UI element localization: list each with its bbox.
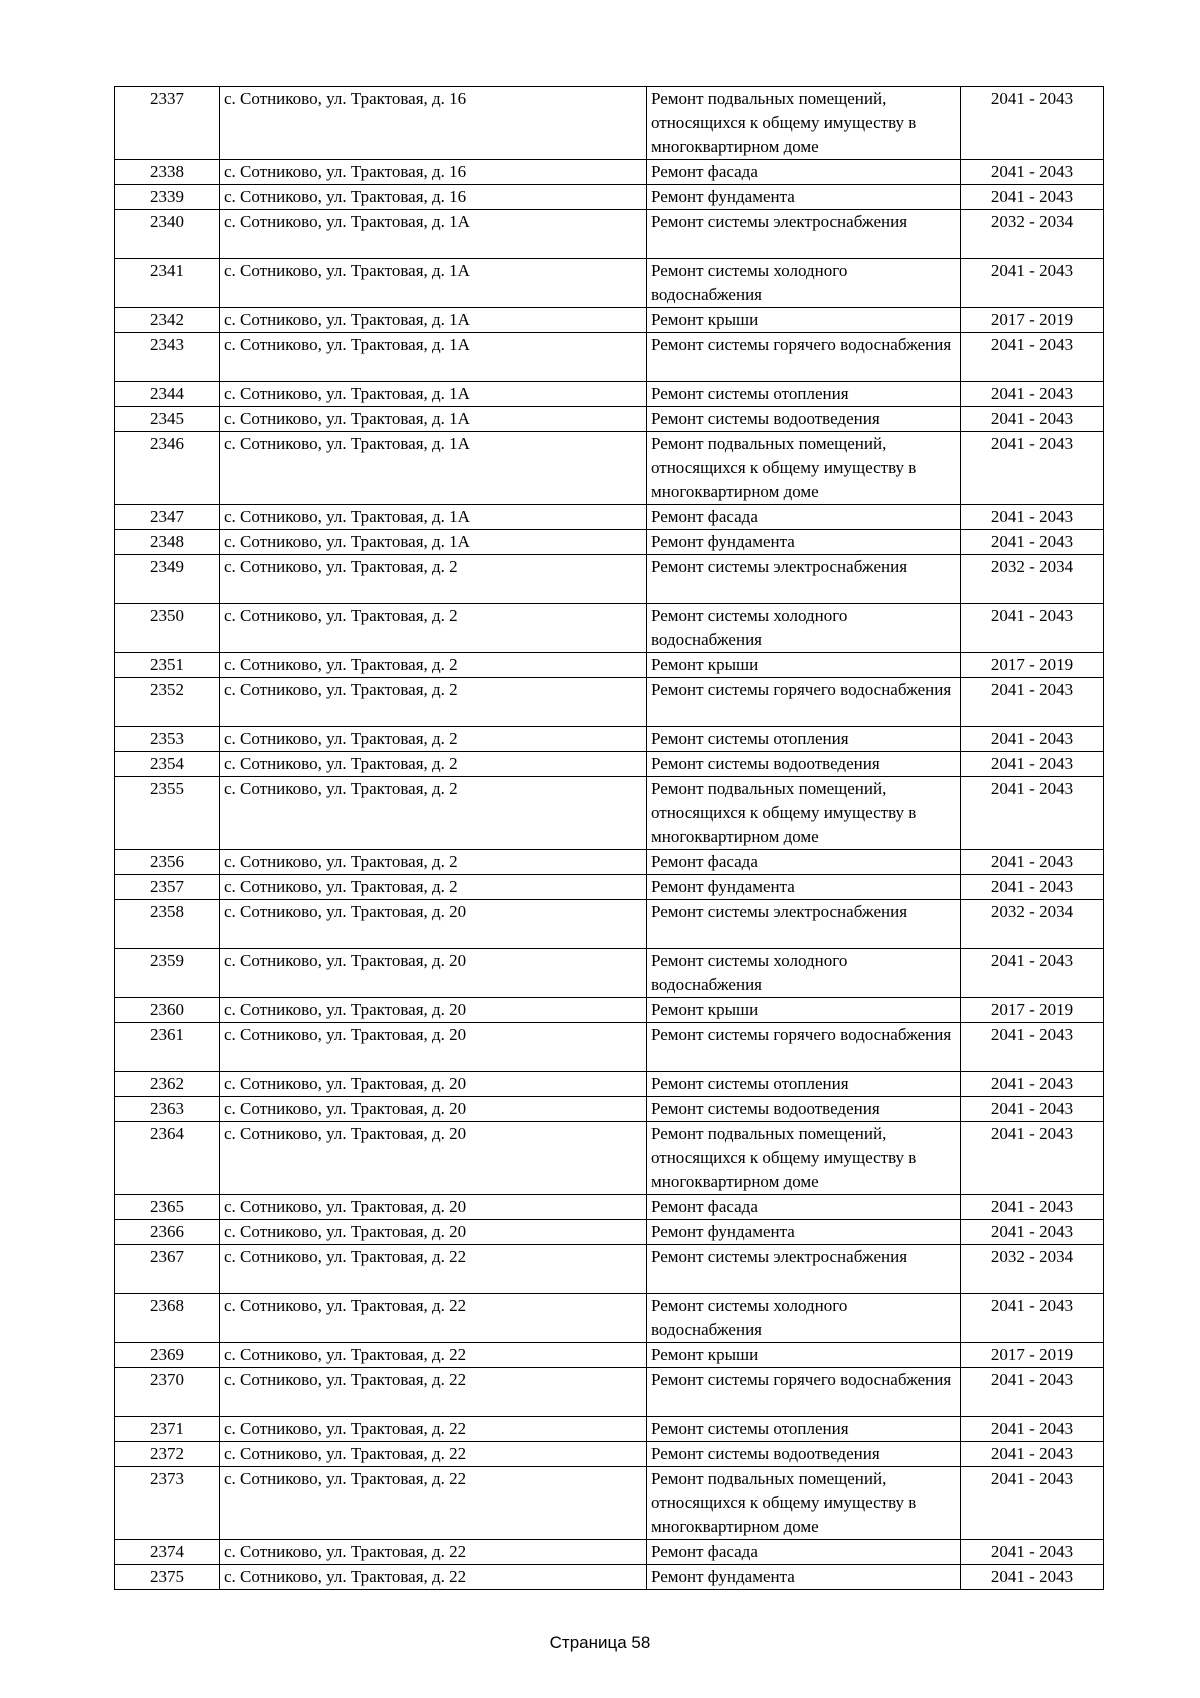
address-cell: с. Сотниково, ул. Трактовая, д. 2 [220,875,647,900]
period-cell: 2041 - 2043 [961,87,1104,160]
address-cell: с. Сотниково, ул. Трактовая, д. 1А [220,210,647,259]
table-row [115,1467,1104,1540]
address-cell: с. Сотниково, ул. Трактовая, д. 20 [220,1023,647,1072]
table-row [115,1220,1104,1245]
work-type-cell: Ремонт подвальных помещений, относящихся к общему имуществу в многоквартирном доме [647,777,961,850]
table-row [115,875,1104,900]
table-row [115,1195,1104,1220]
period-cell: 2041 - 2043 [961,678,1104,727]
work-type-cell: Ремонт системы электроснабжения [647,555,961,604]
table-row [115,1565,1104,1590]
period-cell: 2041 - 2043 [961,1467,1104,1540]
work-type-cell: Ремонт системы электроснабжения [647,1245,961,1294]
period-cell: 2041 - 2043 [961,382,1104,407]
period-cell: 2017 - 2019 [961,653,1104,678]
work-type-cell: Ремонт фасада [647,1540,961,1565]
work-type-cell: Ремонт системы горячего водоснабжения [647,678,961,727]
row-number-cell: 2356 [115,850,220,875]
address-cell: с. Сотниково, ул. Трактовая, д. 1А [220,333,647,382]
row-number-cell: 2368 [115,1294,220,1343]
row-number-cell: 2350 [115,604,220,653]
row-number-cell: 2351 [115,653,220,678]
table-row [115,1122,1104,1195]
row-number-cell: 2348 [115,530,220,555]
table-row [115,1442,1104,1467]
table-row [115,900,1104,949]
period-cell: 2041 - 2043 [961,160,1104,185]
work-type-cell: Ремонт подвальных помещений, относящихся к общему имуществу в многоквартирном доме [647,432,961,505]
work-type-cell: Ремонт системы холодного водоснабжения [647,604,961,653]
work-type-cell: Ремонт системы водоотведения [647,407,961,432]
row-number-cell: 2358 [115,900,220,949]
address-cell: с. Сотниково, ул. Трактовая, д. 22 [220,1467,647,1540]
row-number-cell: 2352 [115,678,220,727]
address-cell: с. Сотниково, ул. Трактовая, д. 22 [220,1343,647,1368]
address-cell: с. Сотниково, ул. Трактовая, д. 22 [220,1540,647,1565]
table-row [115,259,1104,308]
table-row [115,185,1104,210]
period-cell: 2041 - 2043 [961,1417,1104,1442]
period-cell: 2041 - 2043 [961,1097,1104,1122]
period-cell: 2032 - 2034 [961,210,1104,259]
row-number-cell: 2355 [115,777,220,850]
table-row [115,653,1104,678]
period-cell: 2041 - 2043 [961,1294,1104,1343]
address-cell: с. Сотниково, ул. Трактовая, д. 2 [220,604,647,653]
work-type-cell: Ремонт фундамента [647,1565,961,1590]
address-cell: с. Сотниково, ул. Трактовая, д. 2 [220,752,647,777]
repair-schedule-table [114,86,1104,1590]
address-cell: с. Сотниково, ул. Трактовая, д. 20 [220,900,647,949]
table-row [115,998,1104,1023]
table-row [115,1023,1104,1072]
work-type-cell: Ремонт системы водоотведения [647,1442,961,1467]
address-cell: с. Сотниково, ул. Трактовая, д. 20 [220,1195,647,1220]
period-cell: 2041 - 2043 [961,432,1104,505]
table-row [115,382,1104,407]
table-row [115,1368,1104,1417]
table-row [115,850,1104,875]
row-number-cell: 2346 [115,432,220,505]
period-cell: 2041 - 2043 [961,1220,1104,1245]
address-cell: с. Сотниково, ул. Трактовая, д. 20 [220,998,647,1023]
row-number-cell: 2372 [115,1442,220,1467]
period-cell: 2041 - 2043 [961,1540,1104,1565]
table-row [115,160,1104,185]
table-row [115,333,1104,382]
row-number-cell: 2349 [115,555,220,604]
work-type-cell: Ремонт подвальных помещений, относящихся к общему имуществу в многоквартирном доме [647,1467,961,1540]
address-cell: с. Сотниково, ул. Трактовая, д. 22 [220,1565,647,1590]
row-number-cell: 2354 [115,752,220,777]
address-cell: с. Сотниково, ул. Трактовая, д. 2 [220,727,647,752]
address-cell: с. Сотниково, ул. Трактовая, д. 22 [220,1417,647,1442]
address-cell: с. Сотниково, ул. Трактовая, д. 1А [220,382,647,407]
address-cell: с. Сотниково, ул. Трактовая, д. 1А [220,530,647,555]
row-number-cell: 2359 [115,949,220,998]
table-row [115,1072,1104,1097]
address-cell: с. Сотниково, ул. Трактовая, д. 1А [220,407,647,432]
row-number-cell: 2353 [115,727,220,752]
table-row [115,1294,1104,1343]
period-cell: 2041 - 2043 [961,1023,1104,1072]
address-cell: с. Сотниково, ул. Трактовая, д. 16 [220,160,647,185]
row-number-cell: 2338 [115,160,220,185]
period-cell: 2017 - 2019 [961,1343,1104,1368]
table-row [115,555,1104,604]
address-cell: с. Сотниково, ул. Трактовая, д. 16 [220,185,647,210]
work-type-cell: Ремонт крыши [647,653,961,678]
row-number-cell: 2342 [115,308,220,333]
table-body [115,87,1104,1590]
row-number-cell: 2341 [115,259,220,308]
row-number-cell: 2363 [115,1097,220,1122]
work-type-cell: Ремонт фасада [647,1195,961,1220]
table-row [115,530,1104,555]
table-row [115,604,1104,653]
work-type-cell: Ремонт системы водоотведения [647,1097,961,1122]
period-cell: 2041 - 2043 [961,1442,1104,1467]
address-cell: с. Сотниково, ул. Трактовая, д. 2 [220,777,647,850]
row-number-cell: 2365 [115,1195,220,1220]
address-cell: с. Сотниково, ул. Трактовая, д. 20 [220,949,647,998]
table-row [115,432,1104,505]
row-number-cell: 2339 [115,185,220,210]
period-cell: 2041 - 2043 [961,505,1104,530]
address-cell: с. Сотниково, ул. Трактовая, д. 20 [220,1220,647,1245]
work-type-cell: Ремонт системы отопления [647,727,961,752]
address-cell: с. Сотниково, ул. Трактовая, д. 16 [220,87,647,160]
work-type-cell: Ремонт системы горячего водоснабжения [647,333,961,382]
row-number-cell: 2361 [115,1023,220,1072]
address-cell: с. Сотниково, ул. Трактовая, д. 22 [220,1442,647,1467]
address-cell: с. Сотниково, ул. Трактовая, д. 22 [220,1245,647,1294]
address-cell: с. Сотниково, ул. Трактовая, д. 20 [220,1122,647,1195]
table-row [115,1097,1104,1122]
period-cell: 2041 - 2043 [961,777,1104,850]
table-row [115,678,1104,727]
row-number-cell: 2337 [115,87,220,160]
table-row [115,308,1104,333]
table-row [115,727,1104,752]
address-cell: с. Сотниково, ул. Трактовая, д. 1А [220,505,647,530]
period-cell: 2041 - 2043 [961,259,1104,308]
work-type-cell: Ремонт фундамента [647,185,961,210]
address-cell: с. Сотниково, ул. Трактовая, д. 2 [220,555,647,604]
row-number-cell: 2370 [115,1368,220,1417]
row-number-cell: 2375 [115,1565,220,1590]
row-number-cell: 2373 [115,1467,220,1540]
table-row [115,1540,1104,1565]
row-number-cell: 2369 [115,1343,220,1368]
period-cell: 2041 - 2043 [961,850,1104,875]
work-type-cell: Ремонт системы отопления [647,1072,961,1097]
row-number-cell: 2371 [115,1417,220,1442]
period-cell: 2032 - 2034 [961,555,1104,604]
period-cell: 2041 - 2043 [961,1072,1104,1097]
row-number-cell: 2362 [115,1072,220,1097]
table-row [115,1343,1104,1368]
table-row [115,1245,1104,1294]
work-type-cell: Ремонт системы водоотведения [647,752,961,777]
work-type-cell: Ремонт фундамента [647,875,961,900]
work-type-cell: Ремонт системы электроснабжения [647,900,961,949]
row-number-cell: 2345 [115,407,220,432]
table-row [115,1417,1104,1442]
address-cell: с. Сотниково, ул. Трактовая, д. 22 [220,1368,647,1417]
table-row [115,949,1104,998]
period-cell: 2041 - 2043 [961,407,1104,432]
address-cell: с. Сотниково, ул. Трактовая, д. 2 [220,678,647,727]
page-number: Страница 58 [549,1633,651,1652]
row-number-cell: 2357 [115,875,220,900]
work-type-cell: Ремонт системы холодного водоснабжения [647,259,961,308]
period-cell: 2041 - 2043 [961,949,1104,998]
row-number-cell: 2360 [115,998,220,1023]
period-cell: 2041 - 2043 [961,752,1104,777]
work-type-cell: Ремонт системы холодного водоснабжения [647,949,961,998]
work-type-cell: Ремонт фасада [647,505,961,530]
work-type-cell: Ремонт фасада [647,850,961,875]
address-cell: с. Сотниково, ул. Трактовая, д. 1А [220,432,647,505]
period-cell: 2041 - 2043 [961,1565,1104,1590]
table-row [115,210,1104,259]
work-type-cell: Ремонт крыши [647,308,961,333]
address-cell: с. Сотниково, ул. Трактовая, д. 20 [220,1072,647,1097]
work-type-cell: Ремонт подвальных помещений, относящихся к общему имуществу в многоквартирном доме [647,1122,961,1195]
work-type-cell: Ремонт системы отопления [647,382,961,407]
table-row [115,87,1104,160]
address-cell: с. Сотниково, ул. Трактовая, д. 1А [220,259,647,308]
period-cell: 2041 - 2043 [961,530,1104,555]
work-type-cell: Ремонт крыши [647,998,961,1023]
period-cell: 2041 - 2043 [961,727,1104,752]
work-type-cell: Ремонт фундамента [647,1220,961,1245]
work-type-cell: Ремонт системы отопления [647,1417,961,1442]
period-cell: 2032 - 2034 [961,900,1104,949]
row-number-cell: 2347 [115,505,220,530]
row-number-cell: 2367 [115,1245,220,1294]
address-cell: с. Сотниково, ул. Трактовая, д. 22 [220,1294,647,1343]
table-row [115,752,1104,777]
period-cell: 2041 - 2043 [961,1122,1104,1195]
row-number-cell: 2344 [115,382,220,407]
period-cell: 2041 - 2043 [961,185,1104,210]
row-number-cell: 2343 [115,333,220,382]
work-type-cell: Ремонт фасада [647,160,961,185]
work-type-cell: Ремонт крыши [647,1343,961,1368]
address-cell: с. Сотниково, ул. Трактовая, д. 1А [220,308,647,333]
row-number-cell: 2366 [115,1220,220,1245]
row-number-cell: 2364 [115,1122,220,1195]
period-cell: 2032 - 2034 [961,1245,1104,1294]
address-cell: с. Сотниково, ул. Трактовая, д. 2 [220,653,647,678]
work-type-cell: Ремонт подвальных помещений, относящихся к общему имуществу в многоквартирном доме [647,87,961,160]
table-row [115,777,1104,850]
period-cell: 2041 - 2043 [961,1195,1104,1220]
address-cell: с. Сотниково, ул. Трактовая, д. 20 [220,1097,647,1122]
work-type-cell: Ремонт системы холодного водоснабжения [647,1294,961,1343]
period-cell: 2041 - 2043 [961,875,1104,900]
table-row [115,505,1104,530]
period-cell: 2017 - 2019 [961,308,1104,333]
period-cell: 2017 - 2019 [961,998,1104,1023]
period-cell: 2041 - 2043 [961,333,1104,382]
work-type-cell: Ремонт системы горячего водоснабжения [647,1368,961,1417]
table-row [115,407,1104,432]
work-type-cell: Ремонт системы электроснабжения [647,210,961,259]
period-cell: 2041 - 2043 [961,604,1104,653]
row-number-cell: 2340 [115,210,220,259]
period-cell: 2041 - 2043 [961,1368,1104,1417]
work-type-cell: Ремонт системы горячего водоснабжения [647,1023,961,1072]
work-type-cell: Ремонт фундамента [647,530,961,555]
address-cell: с. Сотниково, ул. Трактовая, д. 2 [220,850,647,875]
row-number-cell: 2374 [115,1540,220,1565]
